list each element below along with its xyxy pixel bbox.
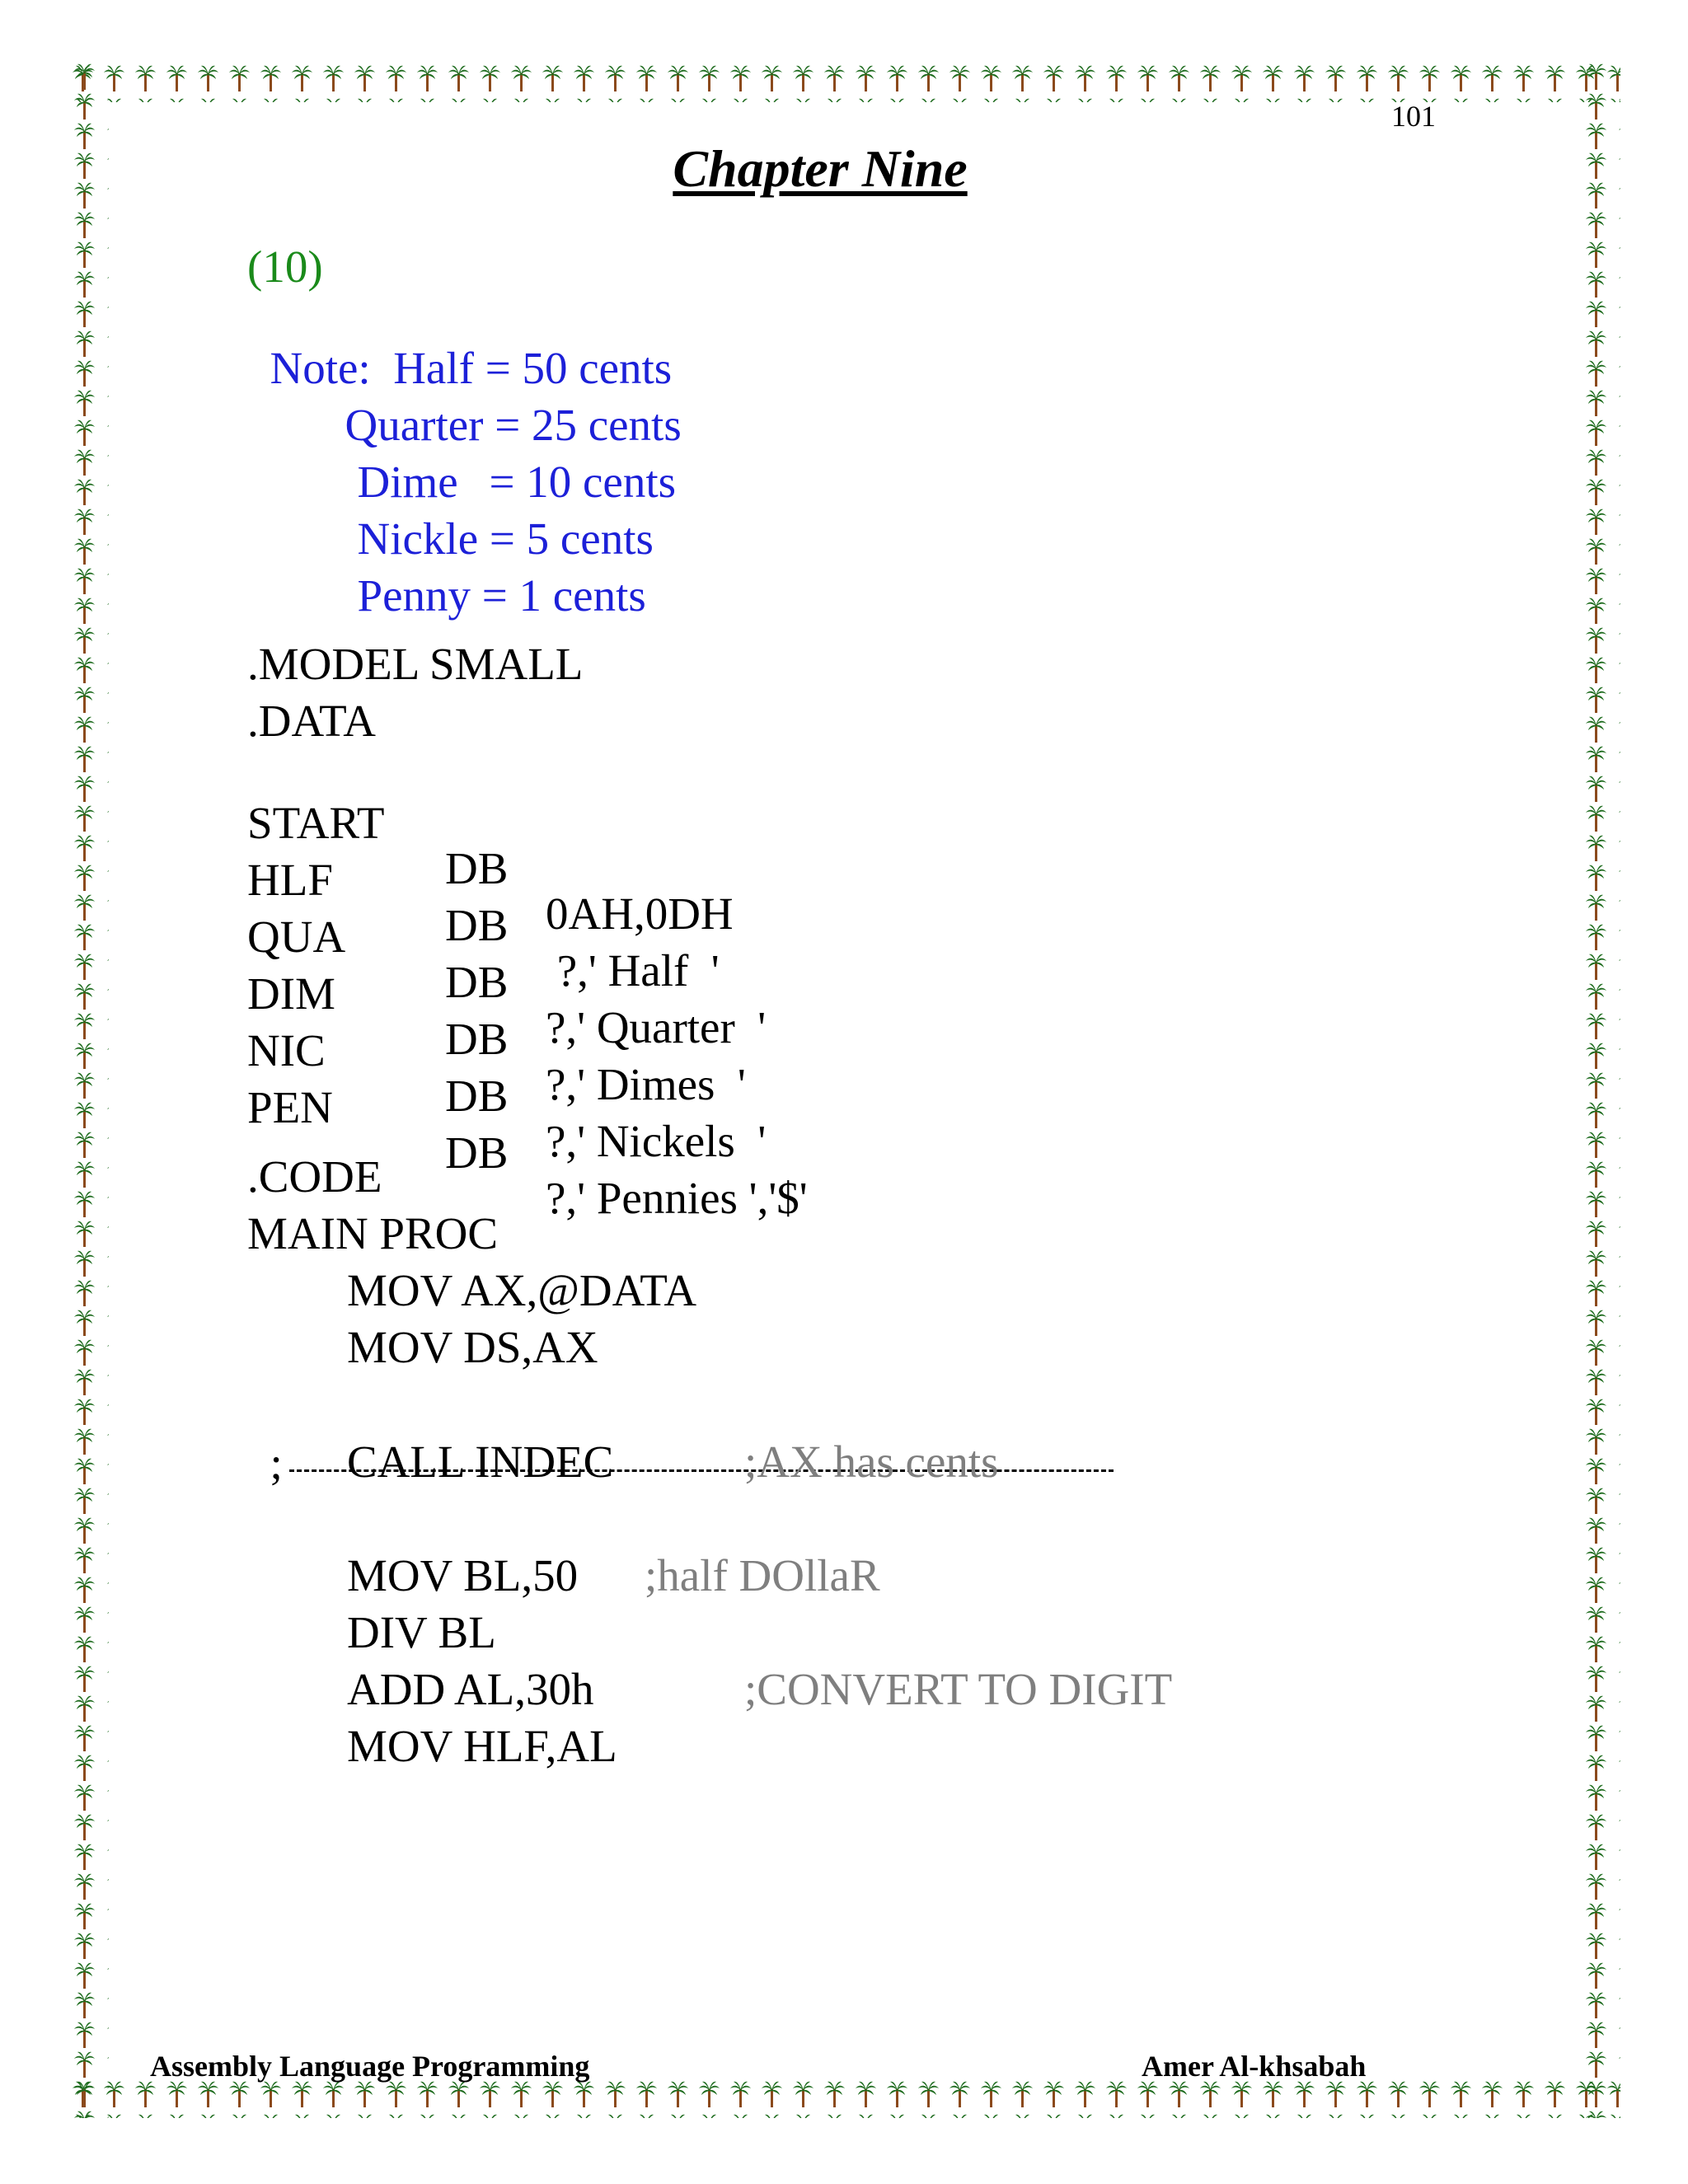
comment-half-dollar: ;half DOllaR (645, 1550, 880, 1601)
coin-name: Nickle (357, 513, 479, 564)
coin-value: = 50 cents (485, 343, 673, 393)
separator-prefix: ; (270, 1438, 283, 1488)
coin-value: = 1 cents (481, 570, 646, 621)
palm-border-left (68, 61, 109, 2118)
data-op: DB (445, 957, 509, 1007)
question-number: (10) (247, 241, 323, 292)
instr-mov-ax: MOV AX,@DATA (347, 1265, 697, 1315)
data-op: DB (445, 1014, 509, 1064)
data-args: ?,' Nickels ' (546, 1116, 767, 1166)
coin-value: = 10 cents (489, 457, 677, 507)
coin-name: Quarter (345, 400, 484, 450)
data-label: START (247, 798, 385, 848)
main-proc: MAIN PROC (247, 1208, 499, 1258)
coin-name: Dime (357, 457, 458, 507)
data-op: DB (445, 1071, 509, 1121)
chapter-title: Chapter Nine (673, 139, 968, 198)
comment-ax-has-cents: ;AX has cents (744, 1436, 999, 1487)
coin-value: = 5 cents (489, 513, 654, 564)
page-number: 101 (1391, 100, 1436, 133)
data-args: ?,' Half ' (546, 945, 720, 996)
code-data-directive: .DATA (247, 696, 377, 746)
data-op: DB (445, 843, 509, 893)
data-op: DB (445, 900, 509, 950)
coin-name: Half (393, 343, 474, 393)
instr-mov-bl: MOV BL,50 (347, 1550, 579, 1601)
code-model: .MODEL SMALL (247, 639, 584, 689)
instr-add-al: ADD AL,30h (347, 1664, 594, 1714)
note-penny (335, 527, 646, 621)
data-label: PEN (247, 1082, 333, 1132)
instr-mov-ds: MOV DS,AX (347, 1322, 598, 1372)
instr-mov-hlf: MOV HLF,AL (347, 1721, 617, 1771)
note-label: Note: (270, 343, 371, 393)
data-label: QUA (247, 912, 346, 962)
data-label: NIC (247, 1025, 326, 1076)
data-op: DB (445, 1127, 509, 1178)
palm-border-right (1579, 61, 1620, 2118)
data-args: 0AH,0DH (546, 888, 734, 939)
instr-call-indec: CALL INDEC (347, 1436, 614, 1487)
data-args: ?,' Quarter ' (546, 1002, 767, 1052)
comment-convert-to-digit: ;CONVERT TO DIGIT (744, 1664, 1173, 1714)
code-segment-directive: .CODE (247, 1151, 382, 1202)
footer-book-title: Assembly Language Programming (150, 2050, 590, 2083)
data-label: HLF (247, 855, 333, 905)
coin-value: = 25 cents (495, 400, 682, 450)
palm-border-top (68, 61, 1620, 102)
instr-div-bl: DIV BL (347, 1607, 496, 1657)
data-args: ?,' Dimes ' (546, 1059, 746, 1109)
coin-name: Penny (357, 570, 471, 621)
footer-author: Amer Al-khsabah (1142, 2050, 1367, 2083)
data-args: ?,' Pennies ','$' (546, 1173, 808, 1223)
data-label: DIM (247, 968, 335, 1019)
